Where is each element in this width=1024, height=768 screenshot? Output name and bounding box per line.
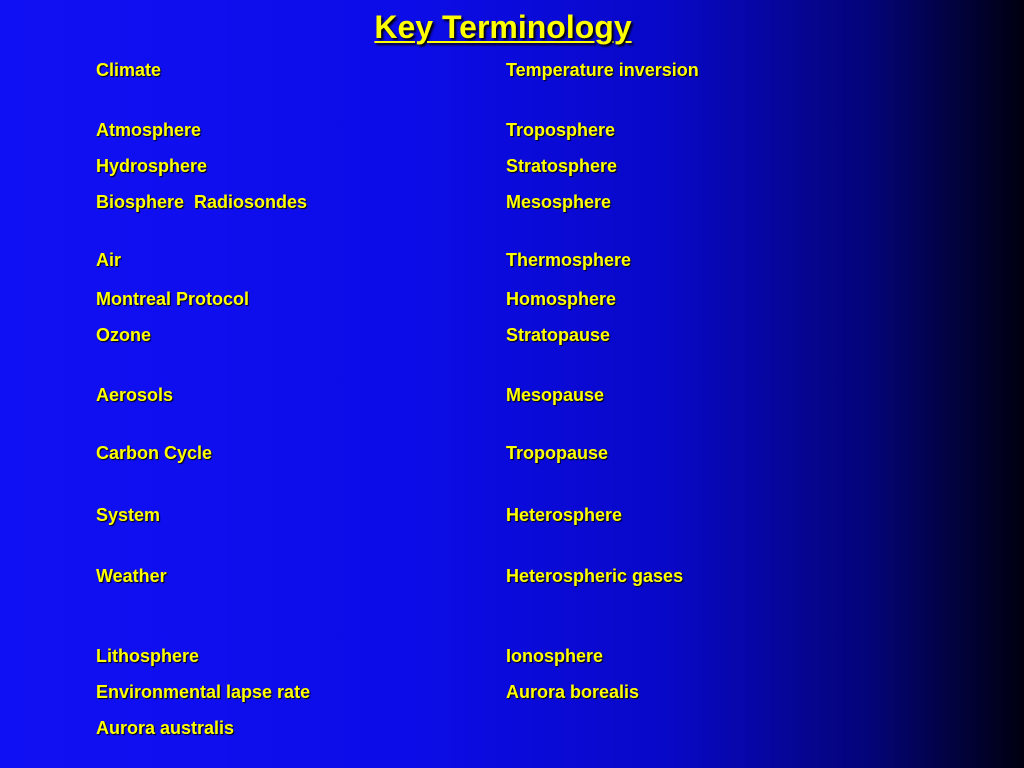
term-aurora-borealis: Aurora borealis [506, 682, 640, 702]
term-stratopause: Stratopause [506, 325, 611, 345]
term-mesosphere: Mesosphere [506, 192, 612, 212]
term-biosphere-radiosondes: Biosphere Radiosondes [96, 192, 308, 212]
term-hydrosphere: Hydrosphere [96, 156, 208, 176]
term-atmosphere: Atmosphere [96, 120, 202, 140]
term-climate: Climate [96, 60, 162, 80]
term-montreal-protocol: Montreal Protocol [96, 289, 250, 309]
term-aerosols: Aerosols [96, 385, 174, 405]
slide-title: Key Terminology [374, 9, 632, 45]
term-carbon-cycle: Carbon Cycle [96, 443, 213, 463]
term-ozone: Ozone [96, 325, 152, 345]
term-troposphere: Troposphere [506, 120, 616, 140]
term-lithosphere: Lithosphere [96, 646, 200, 666]
term-tropopause: Tropopause [506, 443, 609, 463]
term-heterosphere: Heterosphere [506, 505, 623, 525]
term-thermosphere: Thermosphere [506, 250, 632, 270]
term-system: System [96, 505, 161, 525]
term-temperature-inversion: Temperature inversion [506, 60, 699, 80]
term-environmental-lapse-rate: Environmental lapse rate [96, 682, 311, 702]
term-aurora-australis: Aurora australis [96, 718, 235, 738]
term-heterospheric-gases: Heterospheric gases [506, 566, 684, 586]
term-mesopause: Mesopause [506, 385, 605, 405]
term-weather: Weather [96, 566, 167, 586]
term-air: Air [96, 250, 122, 270]
term-stratosphere: Stratosphere [506, 156, 618, 176]
term-homosphere: Homosphere [506, 289, 617, 309]
term-ionosphere: Ionosphere [506, 646, 604, 666]
